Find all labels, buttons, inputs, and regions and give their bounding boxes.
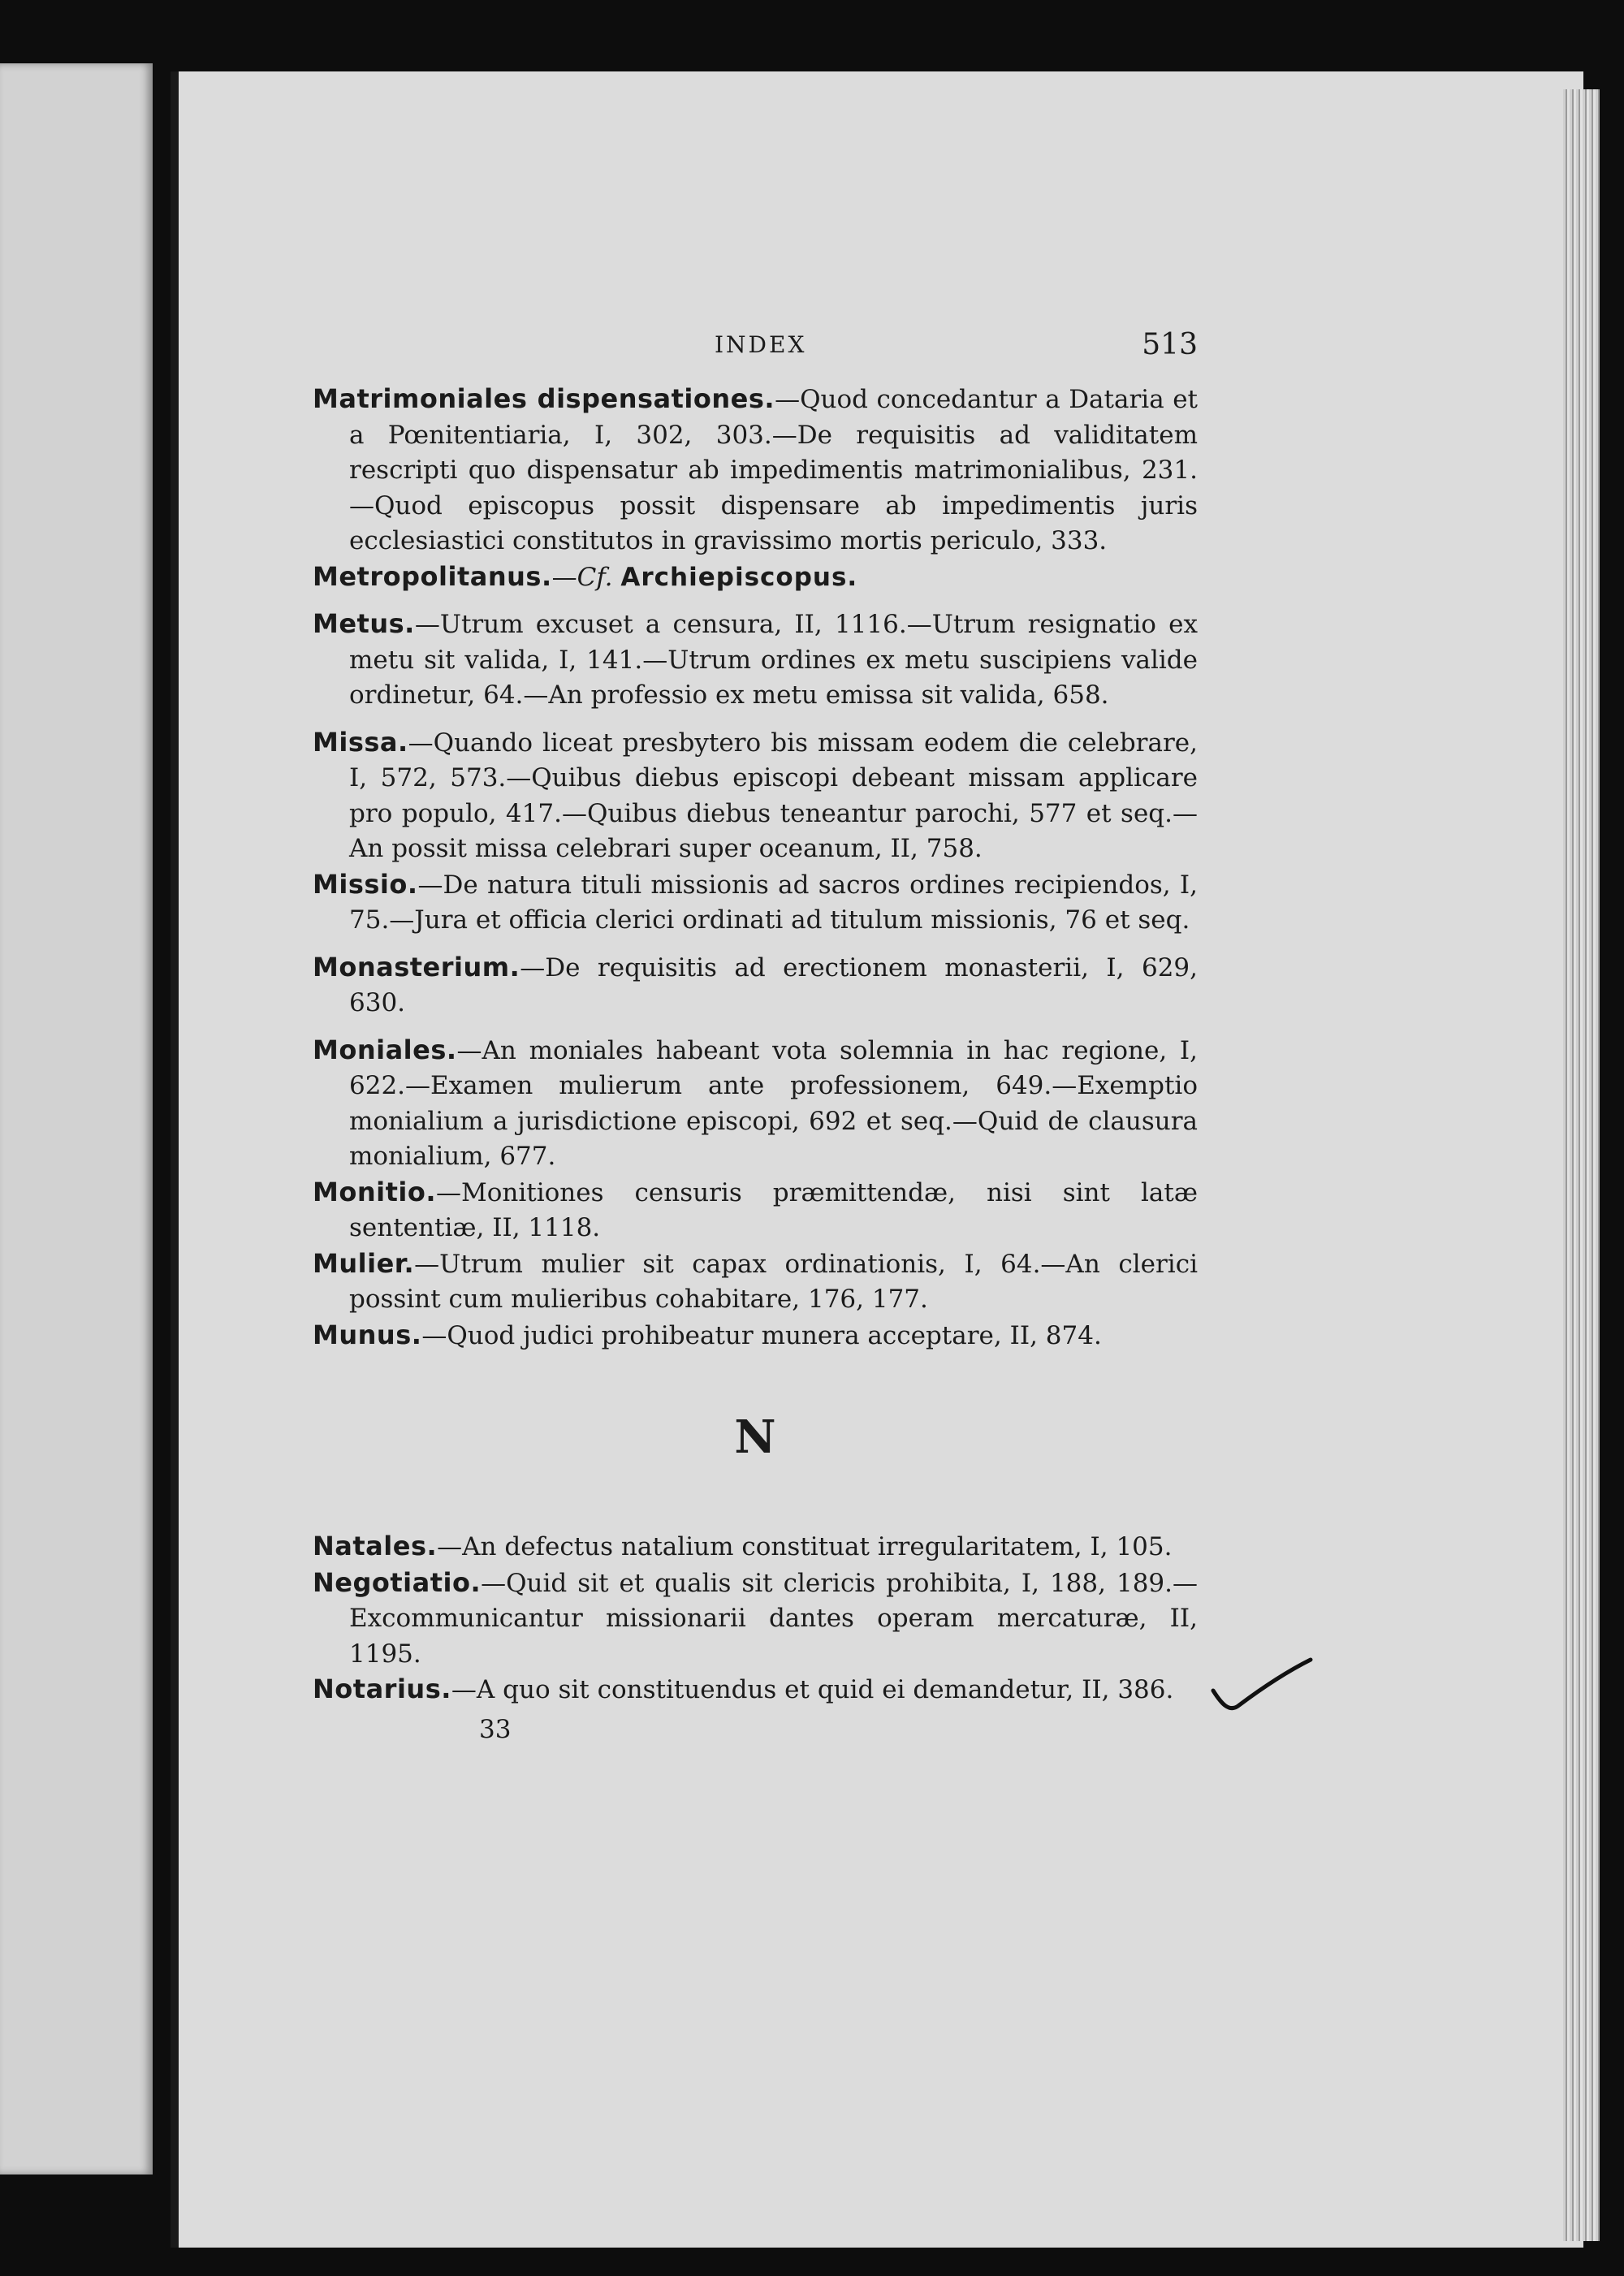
entry-headword: Notarius. <box>313 1674 451 1704</box>
cross-reference-cf: Cf. <box>577 562 613 592</box>
index-entry-monasterium <box>313 950 1198 1021</box>
index-entry-monitio <box>313 1175 1198 1246</box>
entry-text: —Utrum excuset a censura, II, 1116.—Utrum resignatio ex metu sit valida, I, 141.—Utrum ordines ex metu suscipiens valide ordinetur, 64.—An professio ex metu emissa sit valida, 658. <box>349 610 1198 710</box>
entry-text: —Utrum mulier sit capax ordinationis, I, 64.—An clerici possint cum mulieribus cohabitare, 176, 177. <box>349 1249 1198 1314</box>
entry-text: —Quid sit et qualis sit clericis prohibita, I, 188, 189.—Excommunicantur missionarii dantes operam mercaturæ, II, 1195. <box>349 1568 1198 1669</box>
page-number: 513 <box>1142 328 1198 361</box>
entry-headword: Metropolitanus. <box>313 560 552 592</box>
entry-text: —Quando liceat presbytero bis missam eodem die celebrare, I, 572, 573.—Quibus diebus episcopi debeant missam applicare pro populo, 417.—Quibus diebus teneantur parochi, 577 et seq.—An possit missa celebrari super oceanum, II, 758. <box>349 728 1198 863</box>
index-entry-matrimoniales <box>313 382 1198 559</box>
entry-headword: Monasterium. <box>313 951 520 983</box>
entry-headword: Missa. <box>313 726 408 758</box>
entry-text: —De natura tituli missionis ad sacros ordines recipiendos, I, 75.—Jura et officia clerici ordinati ad titulum missionis, 76 et seq. <box>349 870 1198 935</box>
entry-text: —An defectus natalium constituat irregularitatem, I, 105. <box>437 1532 1173 1561</box>
index-entry-notarius <box>313 1672 1198 1708</box>
entry-text: —Quod judici prohibeatur munera acceptare, II, 874. <box>421 1320 1102 1350</box>
entry-text: —A quo sit constituendus et quid ei demandetur, II, 386. <box>451 1675 1174 1704</box>
running-head <box>313 325 1198 382</box>
index-entry-negotiatio <box>313 1566 1198 1673</box>
facing-page-edge <box>0 63 153 2175</box>
entry-headword: Matrimoniales dispensationes. <box>313 383 775 414</box>
entry-text: —De requisitis ad erectionem monasterii, I, 629, 630. <box>349 952 1198 1017</box>
cross-reference-target: Archiepiscopus. <box>620 562 858 592</box>
entry-text: —An moniales habeant vota solemnia in hac regione, I, 622.—Examen mulierum ante professionem, 649.—Exemptio monialium a jurisdictione episcopi, 692 et seq.—Quid de clausura monialium, 677. <box>349 1035 1198 1171</box>
entry-text: — <box>551 562 577 592</box>
index-entry-metropolitanus <box>313 559 1198 596</box>
index-entry-munus <box>313 1318 1198 1354</box>
index-entry-missio <box>313 867 1198 939</box>
entry-headword: Mulier. <box>313 1247 415 1279</box>
section-letter: N <box>734 1410 776 1464</box>
index-entry-moniales <box>313 1033 1198 1175</box>
entry-text: —Monitiones censuris præmittendæ, nisi sint latæ sententiæ, II, 1118. <box>349 1177 1198 1242</box>
entry-headword: Munus. <box>313 1319 422 1350</box>
entry-headword: Moniales. <box>313 1034 457 1065</box>
entry-headword: Monitio. <box>313 1176 436 1207</box>
entry-text: —Quod concedantur a Dataria et a Pœnitentiaria, I, 302, 303.—De requisitis ad validitatem rescripti quo dispensatur ab impedimentis matrimonialibus, 231.—Quod episcopus possit dispensare ab impedimentis juris ecclesiastici constitutos in gravissimo mortis periculo, 333. <box>349 385 1198 555</box>
index-entry-metus <box>313 607 1198 714</box>
entry-headword: Metus. <box>313 608 415 639</box>
handwritten-check-mark-icon <box>1210 1656 1315 1730</box>
index-entry-mulier <box>313 1246 1198 1318</box>
page-stack-edge <box>1563 89 1600 2241</box>
index-page-content <box>313 325 1198 1744</box>
index-entry-missa <box>313 725 1198 867</box>
index-entry-natales <box>313 1529 1198 1566</box>
entry-headword: Natales. <box>313 1531 438 1561</box>
running-title: INDEX <box>715 331 807 358</box>
entry-headword: Negotiatio. <box>313 1566 482 1598</box>
signature-mark: 33 <box>479 1714 512 1744</box>
entry-headword: Missio. <box>313 868 418 900</box>
